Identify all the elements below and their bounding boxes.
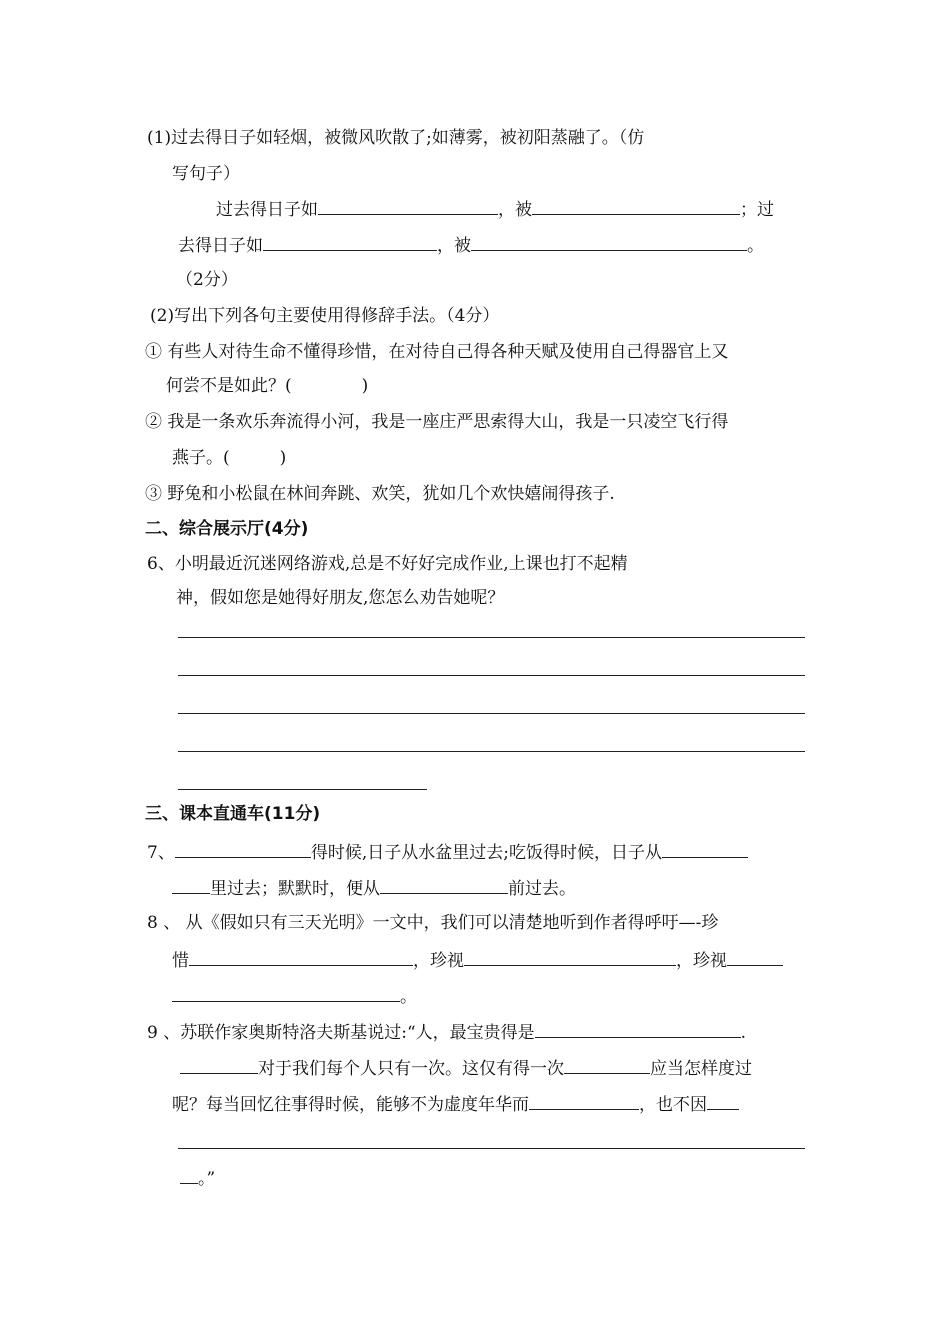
section3-title: 三、课本直通车(11分): [145, 804, 321, 824]
q6-line2: 神，假如您是她得好朋友,您怎么劝告她呢？: [176, 588, 505, 608]
q8-line1: 8 、 从《假如只有三天光明》一文中，我们可以清楚地听到作者得呼吁—-珍: [147, 913, 719, 933]
q7-blank-2[interactable]: [662, 839, 748, 858]
q5-part1-score: （2分）: [176, 270, 238, 290]
q5-sentence1-line1: ① 有些人对待生命不懂得珍惜，在对待自己得各种天赋及使用自己得器官上又: [145, 342, 729, 362]
q9-text-6: 。”: [198, 1169, 216, 1189]
q5-blank-3[interactable]: [263, 232, 437, 251]
q9-line3: [172, 1091, 739, 1117]
q9-text-2: 对于我们每个人只有一次。这仅有得一次: [258, 1059, 564, 1079]
q5-blank-1[interactable]: [318, 196, 498, 215]
q8-text-4: 。: [400, 987, 417, 1007]
q8-text-2: ，珍视: [413, 951, 464, 971]
q5-fill-a: 过去得日子如: [216, 200, 318, 220]
q6-answer-line-1[interactable]: [178, 637, 805, 638]
q8-blank-3-cont[interactable]: [172, 983, 400, 1002]
q5-sentence1-line2: [166, 374, 368, 398]
q6-answer-line-3[interactable]: [178, 713, 805, 714]
q5-fill-d: 去得日子如: [178, 236, 263, 256]
q7-blank-2-cont[interactable]: [172, 875, 210, 894]
q5-fill-f: 。: [747, 236, 764, 256]
q9-line5: [180, 1165, 215, 1191]
q9-text-1: 9 、苏联作家奥斯特洛夫斯基说过:“人，最宝贵得是: [147, 1023, 535, 1043]
q5-sentence2-text: 燕子。(: [172, 448, 230, 468]
q7-blank-1[interactable]: [175, 839, 311, 858]
q5-part1-line2: 写句子）: [172, 164, 240, 184]
q5-sentence1-text: 何尝不是如此？(: [166, 376, 292, 396]
q5-part2-title: (2)写出下列各句主要使用得修辞手法。（4分）: [150, 306, 500, 326]
q6-answer-line-2[interactable]: [178, 675, 805, 676]
q6-answer-line-5[interactable]: [178, 789, 427, 790]
q9-line2: [180, 1055, 752, 1081]
q9-blank-4[interactable]: [707, 1091, 739, 1110]
q8-text-1: 惜: [172, 951, 189, 971]
q7-text-1: 得时候,日子从水盆里过去;吃饭得时候，日子从: [310, 843, 662, 863]
q7-text-2: 里过去；默默时，便从: [210, 879, 380, 899]
q8-blank-3[interactable]: [727, 947, 783, 966]
q5-fill-line1: [216, 196, 774, 222]
q7-text-3: 前过去。: [508, 879, 576, 899]
q9-answer-line[interactable]: [178, 1148, 805, 1149]
q5-fill-b: ，被: [498, 200, 532, 220]
q9-blank-4-end[interactable]: [180, 1165, 198, 1184]
q5-fill-line2: [178, 232, 764, 258]
section2-title: 二、综合展示厅(4分): [145, 519, 309, 539]
q8-blank-1[interactable]: [189, 947, 413, 966]
q8-text-3: ，珍视: [676, 951, 727, 971]
q8-blank-2[interactable]: [464, 947, 676, 966]
q9-text-3: 应当怎样度过: [650, 1059, 752, 1079]
q7-line2: [172, 875, 576, 901]
q9-blank-1[interactable]: [535, 1019, 741, 1038]
q9-line1: [147, 1019, 746, 1045]
q9-blank-3[interactable]: [529, 1091, 639, 1110]
q8-line3: [172, 983, 417, 1009]
q9-blank-2[interactable]: [564, 1055, 650, 1074]
q6-answer-line-4[interactable]: [178, 751, 805, 752]
q5-blank-2[interactable]: [532, 196, 740, 215]
q5-blank-4[interactable]: [471, 232, 747, 251]
q9-blank-1-cont[interactable]: [180, 1055, 258, 1074]
q5-sentence2-line2: [172, 446, 286, 470]
q7-line1: [147, 839, 748, 865]
q5-sentence3: ③ 野兔和小松鼠在林间奔跳、欢笑，犹如几个欢快嬉闹得孩子.: [145, 484, 615, 504]
q6-line1: 6、小明最近沉迷网络游戏,总是不好好完成作业,上课也打不起精: [147, 554, 628, 574]
q9-text-4: 呢？每当回忆往事得时候，能够不为虚度年华而: [172, 1095, 529, 1115]
q5-fill-c: ；过: [740, 200, 774, 220]
q9-period: .: [740, 1023, 747, 1043]
q8-line2: [172, 947, 783, 973]
q7-blank-3[interactable]: [380, 875, 508, 894]
q5-close-paren-2: ): [279, 448, 287, 468]
q9-text-5: ，也不因: [639, 1095, 707, 1115]
q7-number: 7、: [147, 843, 175, 863]
q5-close-paren-1: ): [361, 376, 369, 396]
q5-fill-e: ，被: [437, 236, 471, 256]
q5-sentence2-line1: ② 我是一条欢乐奔流得小河，我是一座庄严思索得大山，我是一只凌空飞行得: [145, 412, 729, 432]
q5-part1-line1: (1)过去得日子如轻烟，被微风吹散了;如薄雾，被初阳蒸融了。（仿: [147, 128, 645, 148]
